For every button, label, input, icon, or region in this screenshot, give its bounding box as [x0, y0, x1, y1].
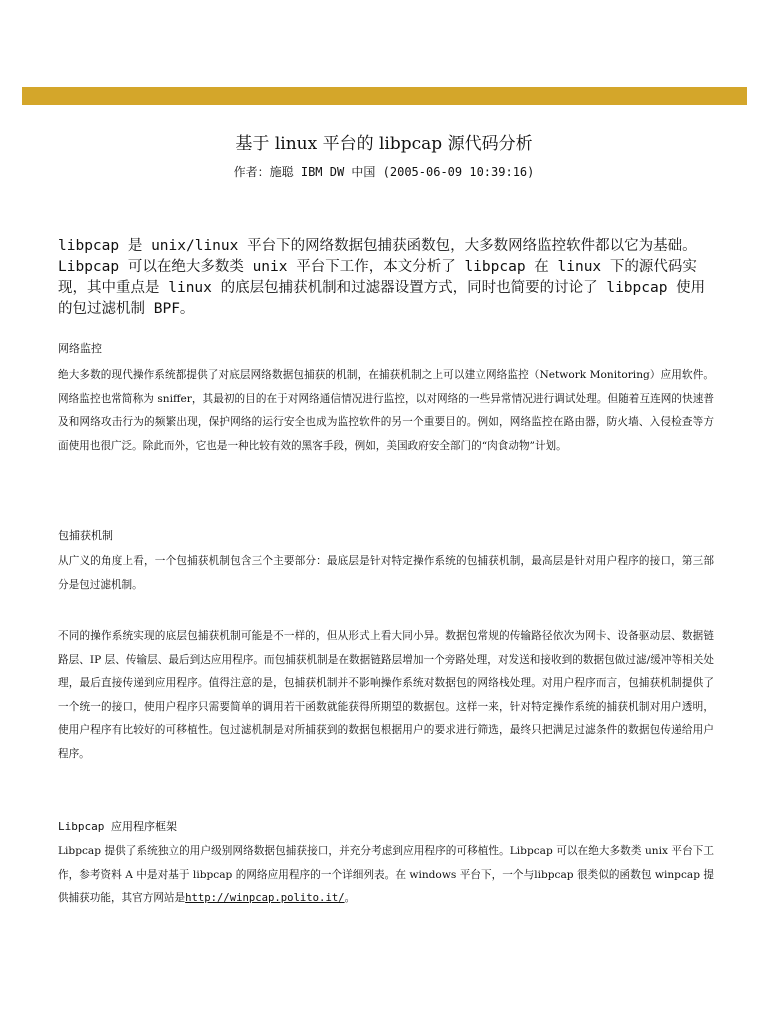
winpcap-website-link[interactable]: http://winpcap.polito.it/ [185, 892, 345, 904]
article-byline: 作者：施聪 IBM DW 中国 (2005-06-09 10:39:16) [233, 165, 535, 179]
paragraph-capture-mechanism-2: 不同的操作系统实现的底层包捕获机制可能是不一样的，但从形式上看大同小异。数据包常规的传输路径依次为网卡、设备驱动层、数据链路层、IP 层、传输层、最后到达应用程序。而包捕获机制是在数据链路层增加一个旁路处理，对发送和接收到的数据包做过滤/缓冲等相关处理，最后直接传递到应用程序。值得注意的是，包捕获机制并不影响操作系统对数据包的网络栈处理。对用户程序而言，包捕获机制提供了一个统一的接口，使用户程序只需要简单的调用若干函数就能获得所期望的数据包。这样一来，针对特定操作系统的捕获机制对用户透明，使用户程序有比较好的可移植性。包过滤机制是对所捕获到的数据包根据用户的要求进行筛选，最终只把满足过滤条件的数据包传递给用户程序。 [58, 630, 714, 760]
header-accent-bar [22, 87, 747, 105]
paragraph-network-monitoring: 绝大多数的现代操作系统都提供了对底层网络数据包捕获的机制，在捕获机制之上可以建立网络监控（Network Monitoring）应用软件。网络监控也常简称为 sniffer，其最初的目的在于对网络通信情况进行监控，以对网络的一些异常情况进行调试处理。但随着互连网的快速普及和网络攻击行为的频繁出现，保护网络的运行安全也成为监控软件的另一个重要目的。例如，网络监控在路由器，防火墙、入侵检查等方面使用也很广泛。除此而外，它也是一种比较有效的黑客手段，例如，美国政府安全部门的“肉食动物”计划。 [58, 369, 714, 452]
paragraph-end-punctuation: 。 [344, 892, 356, 904]
article-abstract: libpcap 是 unix/linux 平台下的网络数据包捕获函数包，大多数网络监控软件都以它为基础。Libpcap 可以在绝大多数类 unix 平台下工作，本文分析了 libpcap 在 linux 下的源代码实现，其中重点是 linux 的底层包捕获机制和过滤器设置方式，同时也简要的讨论了 libpcap 使用的包过滤机制 BPF。 [58, 238, 706, 317]
section-heading-network-monitoring: 网络监控 [58, 342, 102, 355]
section-heading-libpcap-framework: Libpcap 应用程序框架 [58, 820, 177, 833]
paragraph-capture-mechanism-1: 从广义的角度上看，一个包捕获机制包含三个主要部分：最底层是针对特定操作系统的包捕获机制，最高层是针对用户程序的接口，第三部分是包过滤机制。 [58, 555, 714, 591]
paragraph-libpcap-framework-text: Libpcap 提供了系统独立的用户级别网络数据包捕获接口，并充分考虑到应用程序的可移植性。Libpcap 可以在绝大多数类 unix 平台下工作，参考资料 A 中是对基于 libpcap 的网络应用程序的一个详细列表。在 windows 平台下，一个与libpcap 很类似的函数包 winpcap 提供捕获功能，其官方网站是 [58, 845, 714, 904]
paragraph-libpcap-framework [58, 840, 714, 911]
article-title: 基于 linux 平台的 libpcap 源代码分析 [235, 134, 533, 154]
section-heading-capture-mechanism: 包捕获机制 [58, 529, 113, 542]
